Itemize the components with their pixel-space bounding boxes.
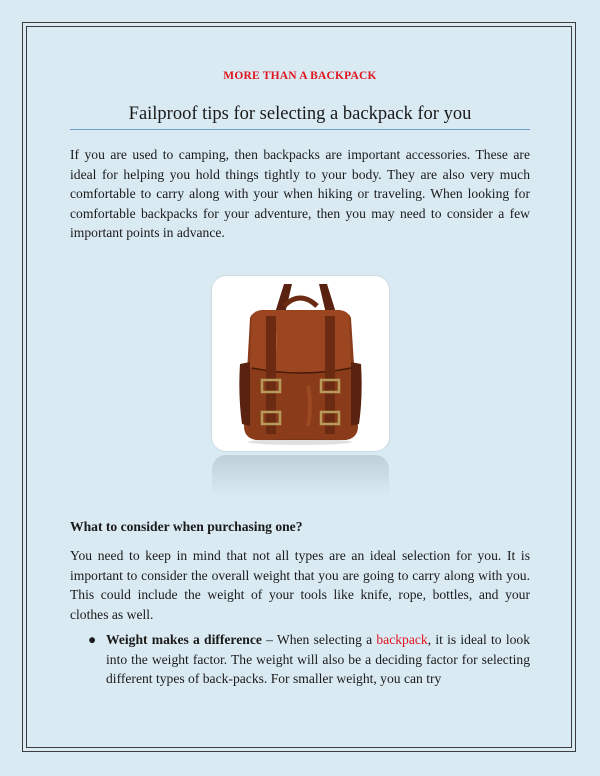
backpack-icon (212, 276, 389, 451)
backpack-link[interactable]: backpack (376, 632, 428, 647)
section-heading: What to consider when purchasing one? (70, 519, 303, 534)
intro-paragraph: If you are used to camping, then backpacks are important accessories. These are ideal for helping you hold things tightly to your body. They are also very much comfortable to carry along with your when hiking or traveling. When looking for comfortable backpacks for your adventure, then you may need to consider a few important points in advance. (70, 147, 530, 240)
bullet-icon: ● (88, 632, 97, 647)
backpack-photo (212, 276, 389, 451)
section-paragraph: You need to keep in mind that not all types are an ideal selection for you. It is important to consider the overall weight that you are going to carry along with you. This could include the weight of your tools like knife, rope, bottles, and your clothes as well. (70, 548, 530, 622)
photo-reflection (212, 455, 389, 497)
bullet-dash: – When selecting a (261, 632, 377, 647)
bullet-text (106, 630, 530, 689)
kicker-heading: MORE THAN A BACKPACK (223, 70, 377, 82)
title-underline (70, 129, 530, 130)
bullet-lead: Weight makes a difference (106, 632, 262, 647)
page-title: Failproof tips for selecting a backpack for you (128, 104, 472, 124)
bullet-rest: , it is ideal to look into the weight factor. The weight will also be a deciding factor for selecting different types of back-packs. For smaller weight, you can try (106, 632, 530, 686)
